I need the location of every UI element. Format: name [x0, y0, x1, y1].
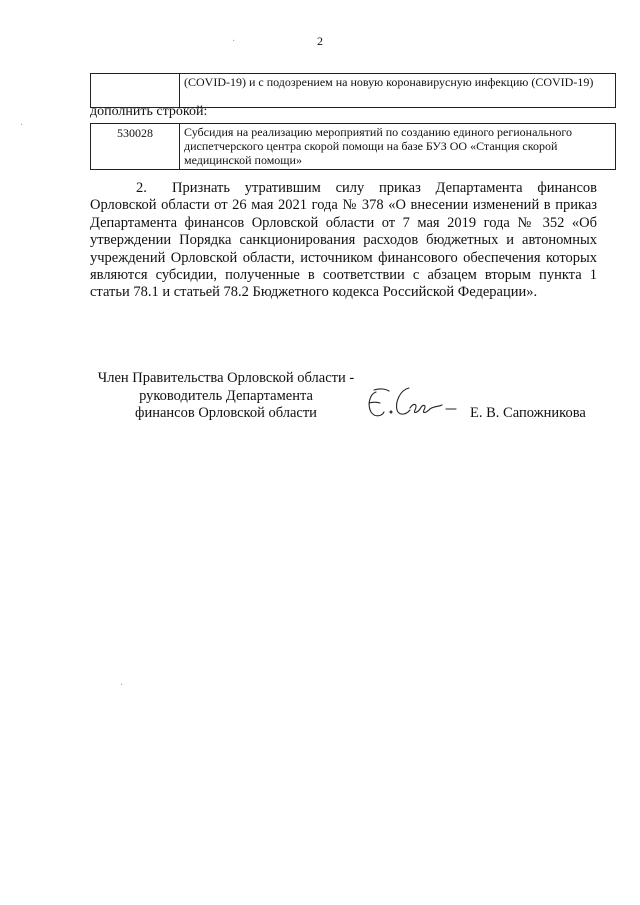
- paragraph-2: [90, 180, 597, 302]
- table-cell-code: [91, 74, 180, 108]
- signatory-position-line: Член Правительства Орловской области -: [97, 370, 355, 386]
- table-cell-code: 530028: [91, 124, 180, 170]
- paragraph-text: Признать утратившим силу приказ Департамента финансов Орловской области от 26 мая 2021 года № 378 «О внесении изменений в приказ Департамента финансов Орловской области от 7 мая 2019 года № 352 «Об утверждении Порядка санкционирования расходов бюджетных и автономных учреждений Орловской области, источником финансового обеспечения которых являются субсидии, полученные в соответствии с абзацем вторым пункта 1 статьи 78.1 и статьей 78.2 Бюджетного кодекса Российской Федерации».: [90, 180, 597, 301]
- budget-codes-table-top: [90, 73, 616, 108]
- table-cell-text: Субсидия на реализацию мероприятий по созданию единого регионального диспетчерского центра скорой помощи на базе БУЗ ОО «Станция скорой медицинской помощи»: [180, 124, 616, 170]
- signatory-position-line: финансов Орловской области: [135, 405, 317, 421]
- table-cell-text: (COVID-19) и с подозрением на новую коронавирусную инфекцию (COVID-19): [180, 74, 616, 108]
- signatory-position-line: руководитель Департамента: [139, 387, 313, 404]
- budget-codes-table-bottom: [90, 123, 616, 170]
- signature-block: [0, 370, 640, 430]
- table-row: [91, 74, 616, 108]
- handwritten-signature: [362, 382, 462, 422]
- margin-scan-mark: ·: [232, 36, 236, 47]
- signatory-name: Е. В. Сапожникова: [470, 405, 586, 421]
- add-line-instruction: дополнить строкой:: [90, 104, 208, 119]
- margin-scan-mark: ·: [20, 120, 24, 131]
- paragraph-number: 2.: [136, 180, 147, 196]
- table-row: [91, 124, 616, 170]
- signatory-position: [90, 370, 362, 423]
- page-number: 2: [317, 34, 323, 48]
- margin-scan-mark: ·: [120, 680, 124, 691]
